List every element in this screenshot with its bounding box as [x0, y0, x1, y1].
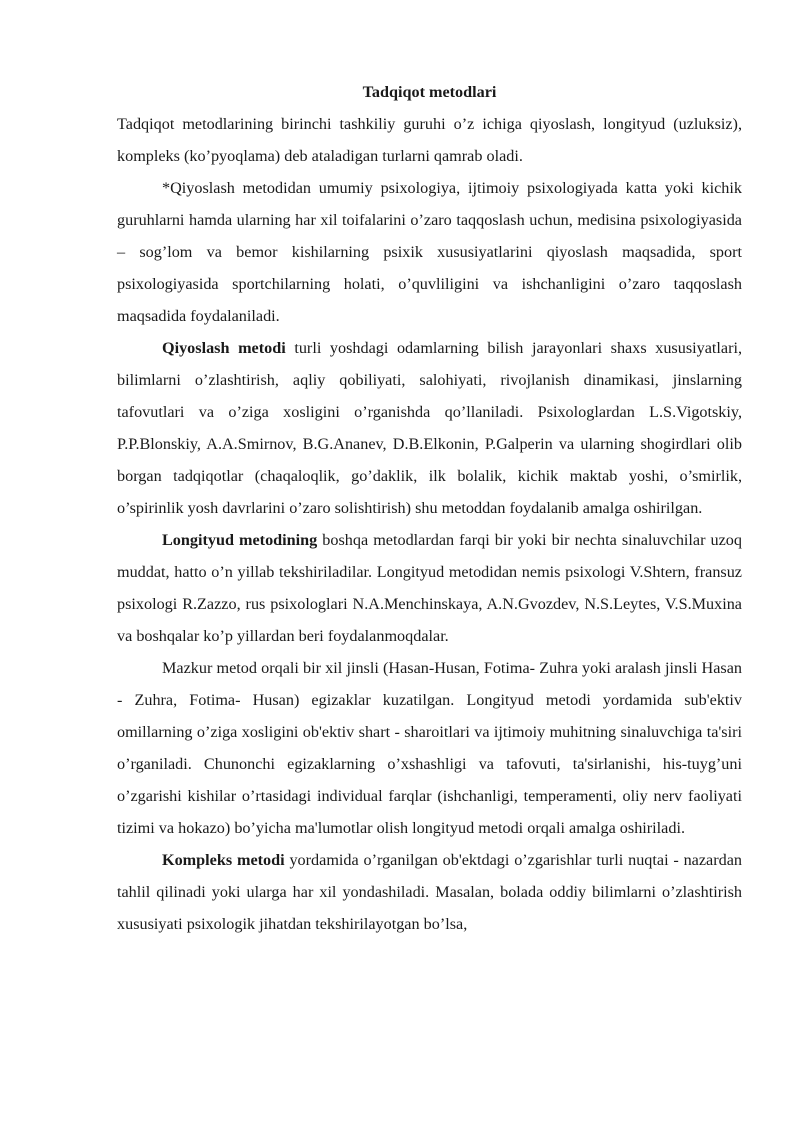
paragraph-text: Tadqiqot metodlarining birinchi tashkiliy guruhi o’z ichiga qiyoslash, longityud (uzluksiz), kompleks (ko’pyoqlama) deb ataladigan turlarni qamrab oladi.: [117, 115, 742, 165]
paragraph-text: *Qiyoslash metodidan umumiy psixologiya, ijtimoiy psixologiyada katta yoki kichik guruhlarni hamda ularning har xil toifalarini o’zaro taqqoslash uchun, medisina psixologiyasida – sog’lom va bemor kishilarning psixik xususiyatlarini qiyoslash maqsadida, sport psixologiyasida sportchilarning holati, o’quvliligini va ishchanligini o’zaro taqqoslash maqsadida foydalaniladi.: [117, 179, 742, 325]
paragraph-qiyoslash-usage: [117, 172, 742, 332]
paragraph-kompleks-metodi: [117, 844, 742, 940]
paragraph-bold-term: Qiyoslash metodi: [162, 339, 286, 357]
paragraph-text: turli yoshdagi odamlarning bilish jarayonlari shaxs xususiyatlari, bilimlarni o’zlashtirish, aqliy qobiliyati, salohiyati, rivojlanish dinamikasi, jinslarning tafovutlari va o’ziga xosligini o’rganishda qo’llaniladi. Psixologlardan L.S.Vigotskiy, P.P.Blonskiy, A.A.Smirnov, B.G.Ananev, D.B.Elkonin, P.Galperin va ularning shogirdlari olib borgan tadqiqotlar (chaqaloqlik, go’daklik, ilk bolalik, kichik maktab yoshi, o’smirlik, o’spirinlik yosh davrlarini o’zaro solishtirish) shu metoddan foydalanib amalga oshirilgan.: [117, 339, 743, 517]
paragraph-longityud-metodi: [117, 524, 742, 652]
paragraph-qiyoslash-metodi: [117, 332, 742, 524]
paragraph-intro: [117, 108, 742, 172]
paragraph-text: boshqa metodlardan farqi bir yoki bir nechta sinaluvchilar uzoq muddat, hatto o’n yillab tekshiriladilar. Longityud metodidan nemis psixologi V.Shtern, fransuz psixologi R.Zazzo, rus psixologlari N.A.Menchinskaya, A.N.Gvozdev, N.S.Leytes, V.S.Muxina va boshqalar ko’p yillardan beri foydalanmoqdalar.: [117, 531, 742, 645]
paragraph-bold-term: Kompleks metodi: [162, 851, 285, 869]
document-page: [117, 76, 742, 940]
paragraph-bold-term: Longityud metodining: [162, 531, 318, 549]
paragraph-text: yordamida o’rganilgan ob'ektdagi o’zgarishlar turli nuqtai - nazardan tahlil qilinadi yoki ularga har xil yondashiladi. Masalan, bolada oddiy bilimlarni o’zlashtirish xususiyati psixologik jihatdan tekshirilayotgan bo’lsa,: [117, 851, 743, 933]
paragraph-egizaklar: [117, 652, 742, 844]
document-title: Tadqiqot metodlari: [362, 83, 497, 101]
paragraph-text: Mazkur metod orqali bir xil jinsli (Hasan-Husan, Fotima- Zuhra yoki aralash jinsli Hasan - Zuhra, Fotima- Husan) egizaklar kuzatilgan. Longityud metodi yordamida sub'ektiv omillarning o’ziga xosligini ob'ektiv shart - sharoitlari va ijtimoiy muhitning sinaluvchiga ta'siri o’rganiladi. Chunonchi egizaklarning o’xshashligi va tafovuti, ta'sirlanishi, his-tuyg’uni o’zgarishi kishilar o’rtasidagi individual farqlar (ishchanligi, temperamenti, oliy nerv faoliyati tizimi va hokazo) bo’yicha ma'lumotlar olish longityud metodi orqali amalga oshiriladi.: [117, 659, 742, 837]
